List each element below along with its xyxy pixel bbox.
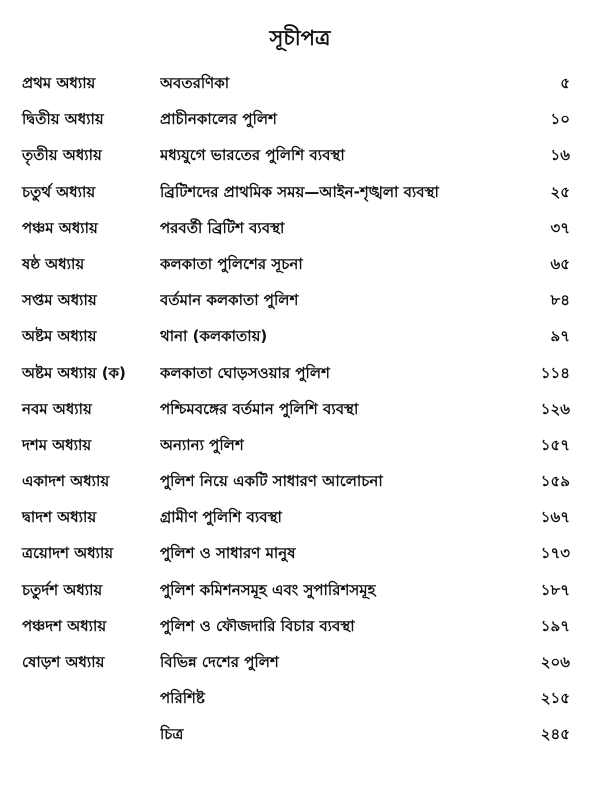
page-number: ১০: [550, 110, 570, 129]
chapter-topic: থানা (কলকাতায়): [160, 327, 268, 346]
chapter-topic: বিভিন্ন দেশের পুলিশ: [160, 653, 279, 671]
page-number: ১৫৭: [540, 435, 570, 454]
page-number: ২১৫: [540, 689, 570, 708]
toc-row: [0, 464, 600, 500]
page-number: ১৭৩: [540, 544, 570, 563]
chapter-label: দ্বাদশ অধ্যায়: [22, 508, 97, 527]
chapter-label: নবম অধ্যায়: [22, 399, 92, 418]
toc-row: [0, 573, 600, 609]
toc-row-appendix: [0, 681, 600, 717]
chapter-label: ষষ্ঠ অধ্যায়: [22, 254, 85, 273]
page-number: ২০৬: [540, 653, 570, 671]
chapter-label: দশম অধ্যায়: [22, 435, 92, 454]
page-number: ১৬: [550, 146, 570, 165]
page-number: ৩৭: [550, 218, 570, 237]
toc-list: [0, 66, 600, 754]
chapter-label: প্রথম অধ্যায়: [22, 74, 96, 92]
page-number: ৫: [560, 74, 570, 92]
page-number: ২৪৫: [540, 725, 570, 744]
chapter-topic: বর্তমান কলকাতা পুলিশ: [160, 291, 299, 310]
chapter-topic: অন্যান্য পুলিশ: [160, 435, 244, 454]
chapter-label: অষ্টম অধ্যায় (ক): [22, 363, 126, 382]
chapter-topic: অবতরণিকা: [160, 74, 230, 92]
page-title: সূচীপত্র: [269, 26, 331, 50]
chapter-topic: গ্রামীণ পুলিশি ব্যবস্থা: [160, 508, 282, 527]
toc-row: [0, 247, 600, 283]
page-number: ১৯৭: [540, 616, 570, 635]
chapter-topic: ব্রিটিশদের প্রাথমিক সময়—আইন-শৃঙ্খলা ব্যবস্থা: [160, 182, 439, 201]
toc-row: [0, 138, 600, 174]
toc-row: [0, 66, 600, 102]
chapter-topic: পশ্চিমবঙ্গের বর্তমান পুলিশি ব্যবস্থা: [160, 399, 359, 418]
toc-row: [0, 428, 600, 464]
page-number: ৬৫: [550, 254, 570, 273]
chapter-label: একাদশ অধ্যায়: [22, 472, 110, 491]
page-number: ১৫৯: [540, 472, 570, 491]
chapter-topic: কলকাতা পুলিশের সূচনা: [160, 254, 303, 273]
toc-row-illustrations: [0, 717, 600, 753]
toc-row: [0, 175, 600, 211]
chapter-topic: চিত্র: [160, 725, 184, 744]
chapter-topic: প্রাচীনকালের পুলিশ: [160, 110, 277, 129]
chapter-label: দ্বিতীয় অধ্যায়: [22, 110, 104, 129]
page-number: ১৬৭: [540, 508, 570, 527]
chapter-topic: পুলিশ ও ফৌজদারি বিচার ব্যবস্থা: [160, 616, 355, 635]
page-number: ৮৪: [550, 291, 570, 310]
page-number: ১২৬: [540, 399, 570, 418]
chapter-topic: মধ্যযুগে ভারতের পুলিশি ব্যবস্থা: [160, 146, 345, 165]
chapter-label: চতুর্দশ অধ্যায়: [22, 580, 103, 599]
chapter-label: ত্রয়োদশ অধ্যায়: [22, 544, 114, 563]
page-number: ৯৭: [550, 327, 570, 346]
chapter-topic: পরবর্তী ব্রিটিশ ব্যবস্থা: [160, 218, 285, 237]
toc-row: [0, 645, 600, 681]
chapter-topic: পরিশিষ্ট: [160, 689, 205, 708]
chapter-label: পঞ্চদশ অধ্যায়: [22, 616, 107, 635]
chapter-label: অষ্টম অধ্যায়: [22, 327, 97, 346]
chapter-label: পঞ্চম অধ্যায়: [22, 218, 98, 237]
toc-row: [0, 356, 600, 392]
toc-row: [0, 392, 600, 428]
toc-row: [0, 211, 600, 247]
toc-row: [0, 102, 600, 138]
chapter-label: চতুর্থ অধ্যায়: [22, 182, 96, 201]
chapter-label: তৃতীয় অধ্যায়: [22, 146, 102, 165]
chapter-topic: কলকাতা ঘোড়সওয়ার পুলিশ: [160, 363, 330, 382]
toc-row: [0, 283, 600, 319]
chapter-topic: পুলিশ কমিশনসমূহ এবং সুপারিশসমূহ: [160, 580, 376, 599]
page-number: ১১৪: [540, 363, 570, 382]
chapter-topic: পুলিশ ও সাধারণ মানুষ: [160, 544, 296, 563]
chapter-label: ষোড়শ অধ্যায়: [22, 653, 105, 671]
chapter-topic: পুলিশ নিয়ে একটি সাধারণ আলোচনা: [160, 472, 383, 491]
toc-row: [0, 319, 600, 355]
toc-row: [0, 609, 600, 645]
toc-row: [0, 500, 600, 536]
page-number: ২৫: [550, 182, 570, 201]
chapter-label: সপ্তম অধ্যায়: [22, 291, 97, 310]
toc-row: [0, 536, 600, 572]
page-number: ১৮৭: [540, 580, 570, 599]
